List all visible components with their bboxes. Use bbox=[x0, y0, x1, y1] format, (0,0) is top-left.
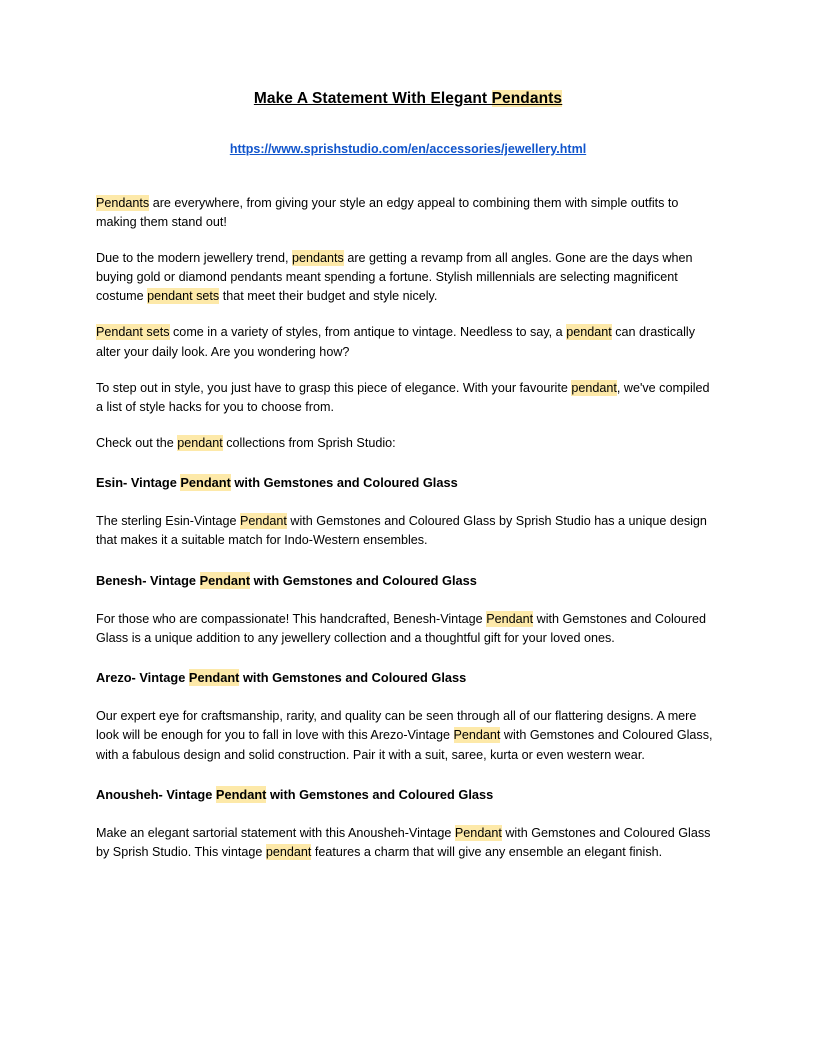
highlighted-text: Pendant bbox=[180, 475, 231, 491]
heading-anousheh bbox=[96, 785, 720, 804]
text-run: To step out in style, you just have to grasp this piece of elegance. With your favourite bbox=[96, 380, 572, 395]
text-run: , we've compiled a list of style hacks for you to choose from. bbox=[96, 380, 710, 414]
block-spacer bbox=[96, 551, 720, 571]
page-title bbox=[96, 88, 720, 110]
paragraph-5 bbox=[96, 434, 720, 453]
paragraph-3 bbox=[96, 323, 720, 361]
text-run: Benesh- Vintage bbox=[96, 572, 200, 588]
highlighted-text: Pendant bbox=[188, 670, 240, 686]
highlighted-text: pendant bbox=[571, 380, 617, 395]
highlighted-text: Pendant bbox=[239, 514, 287, 529]
text-run: with Gemstones and Coloured Glass bbox=[250, 572, 477, 588]
text-run: with Gemstones and Coloured Glass bbox=[266, 786, 494, 802]
title-body-spacer bbox=[96, 156, 720, 194]
text-run: with Gemstones and Coloured Glass is a unique addition to any jewellery collection and a thoughtful gift for your loved ones. bbox=[96, 611, 707, 645]
text-run: Due to the modern jewellery trend, bbox=[96, 250, 293, 265]
highlighted-text: pendant bbox=[265, 844, 312, 859]
block-spacer bbox=[96, 306, 720, 323]
source-link[interactable]: https://www.sprishstudio.com/en/accessories/jewellery.html bbox=[229, 141, 587, 156]
highlighted-text: pendant sets bbox=[147, 289, 220, 304]
highlighted-text: Pendant bbox=[454, 825, 502, 840]
block-spacer bbox=[96, 492, 720, 512]
paragraph-arezo bbox=[96, 707, 720, 764]
block-spacer bbox=[96, 765, 720, 785]
text-run: come in a variety of styles, from antique to vintage. Needless to say, a bbox=[169, 325, 567, 340]
text-run: with Gemstones and Coloured Glass by Sprish Studio has a unique design that makes it a suitable match for Indo-Western ensembles. bbox=[96, 514, 707, 548]
highlighted-text: pendant bbox=[566, 325, 612, 340]
text-run: can drastically alter your daily look. Are you wondering how? bbox=[96, 325, 696, 359]
document-body bbox=[96, 194, 720, 862]
paragraph-2 bbox=[96, 249, 720, 306]
paragraph-anousheh bbox=[96, 824, 720, 862]
highlighted-text: pendant bbox=[177, 435, 223, 450]
text-run: The sterling Esin-Vintage bbox=[96, 514, 240, 529]
block-spacer bbox=[96, 804, 720, 824]
text-run: Esin- Vintage bbox=[96, 475, 181, 491]
text-run: with Gemstones and Coloured Glass, with a fabulous design and solid construction. Pair it with a suit, saree, kurta or even western wear. bbox=[96, 728, 713, 762]
text-run: Anousheh- Vintage bbox=[96, 786, 216, 802]
paragraph-4 bbox=[96, 379, 720, 417]
highlighted-text: Pendant bbox=[453, 728, 501, 743]
text-run: with Gemstones and Coloured Glass bbox=[239, 670, 467, 686]
highlighted-text: Pendants bbox=[96, 195, 150, 210]
text-run: are getting a revamp from all angles. Gone are the days when buying gold or diamond pendants meant spending a fortune. Stylish millennials are selecting magnificent costume bbox=[96, 250, 693, 304]
paragraph-esin bbox=[96, 512, 720, 550]
text-run: Arezo- Vintage bbox=[96, 670, 189, 686]
text-run: Check out the bbox=[96, 435, 178, 450]
block-spacer bbox=[96, 590, 720, 610]
highlighted-text: Pendant bbox=[199, 572, 251, 588]
text-run: with Gemstones and Coloured Glass bbox=[230, 475, 458, 491]
page-title-highlight: Pendants bbox=[491, 90, 563, 107]
paragraph-1 bbox=[96, 194, 720, 232]
text-run: collections from Sprish Studio: bbox=[222, 435, 396, 450]
heading-arezo bbox=[96, 668, 720, 687]
source-link-container bbox=[96, 142, 720, 156]
text-run: with Gemstones and Coloured Glass by Sprish Studio. This vintage bbox=[96, 825, 711, 859]
highlighted-text: pendants bbox=[292, 250, 344, 265]
highlighted-text: Pendant bbox=[215, 786, 267, 802]
heading-esin bbox=[96, 473, 720, 492]
block-spacer bbox=[96, 362, 720, 379]
text-run: Make an elegant sartorial statement with this Anousheh-Vintage bbox=[96, 825, 455, 840]
paragraph-benesh bbox=[96, 610, 720, 648]
block-spacer bbox=[96, 417, 720, 434]
highlighted-text: Pendant bbox=[486, 611, 534, 626]
text-run: Our expert eye for craftsmanship, rarity, and quality can be seen through all of our flattering designs. A mere look will be enough for you to fall in love with this Arezo-Vintage bbox=[96, 709, 697, 743]
heading-benesh bbox=[96, 571, 720, 590]
block-spacer bbox=[96, 232, 720, 249]
text-run: are everywhere, from giving your style an edgy appeal to combining them with simple outfits to making them stand out! bbox=[96, 195, 679, 229]
text-run: For those who are compassionate! This handcrafted, Benesh-Vintage bbox=[96, 611, 487, 626]
highlighted-text: Pendant sets bbox=[96, 325, 170, 340]
block-spacer bbox=[96, 648, 720, 668]
text-run: features a charm that will give any ensemble an elegant finish. bbox=[311, 844, 663, 859]
text-run: that meet their budget and style nicely. bbox=[219, 289, 438, 304]
block-spacer bbox=[96, 687, 720, 707]
block-spacer bbox=[96, 453, 720, 473]
page-title-text: Make A Statement With Elegant bbox=[253, 90, 492, 107]
